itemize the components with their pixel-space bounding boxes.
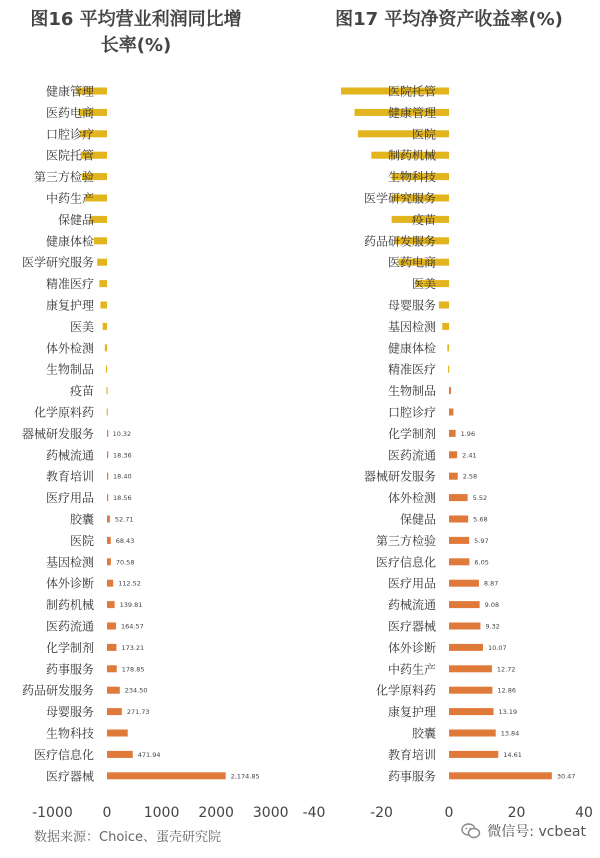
chart2-category-label-25: 医疗器械 <box>387 619 436 634</box>
chart1-bar-13 <box>106 366 107 373</box>
chart1-category-label-5: 中药生产 <box>45 191 94 206</box>
chart2-value-label-18: 2.58 <box>462 472 478 481</box>
chart2-value-label-22: 6.05 <box>474 558 489 567</box>
chart1-bar-22 <box>107 558 111 565</box>
chart1-category-label-30: 生物科技 <box>45 726 94 741</box>
chart1-value-label-18: 18.40 <box>113 472 132 481</box>
chart2-category-label-4: 生物科技 <box>387 170 436 185</box>
chart1-bar-19 <box>107 494 108 501</box>
chart1-bar-29 <box>107 708 122 715</box>
watermark <box>461 821 586 841</box>
chart2-bar-26 <box>449 644 483 651</box>
chart2-bar-24 <box>449 601 480 608</box>
chart1-value-label-25: 164.57 <box>120 622 144 631</box>
chart2-category-label-15: 口腔诊疗 <box>387 405 436 420</box>
chart1-category-label-29: 母婴服务 <box>45 705 94 720</box>
chart2-category-label-22: 医疗信息化 <box>375 555 436 570</box>
chart1-category-label-21: 医院 <box>69 533 94 548</box>
chart1-bar-10 <box>100 302 107 309</box>
chart1-bar-32 <box>107 772 226 779</box>
chart2-bar-19 <box>449 494 468 501</box>
chart1-category-label-26: 化学制剂 <box>45 640 94 655</box>
chart2-category-label-21: 第三方检验 <box>375 533 436 548</box>
chart2-bar-28 <box>449 687 492 694</box>
chart1-x-tick-2: 1000 <box>143 805 180 821</box>
chart2-bar-13 <box>448 366 449 373</box>
chart2-category-label-30: 胶囊 <box>411 726 436 741</box>
chart1-value-label-19: 18.56 <box>113 494 132 503</box>
chart2-category-label-26: 体外诊断 <box>387 640 436 655</box>
chart2-bar-20 <box>449 516 468 523</box>
chart1-value-label-24: 139.81 <box>119 601 143 610</box>
chart2-category-label-11: 基因检测 <box>387 319 436 334</box>
chart-roe <box>303 8 593 821</box>
chart1-value-label-22: 70.58 <box>115 558 135 567</box>
chart2-value-label-20: 5.68 <box>473 515 488 524</box>
chart2-category-label-14: 生物制品 <box>387 384 436 399</box>
chart1-category-label-4: 第三方检验 <box>33 170 94 185</box>
chart2-x-tick-0: -40 <box>302 805 326 821</box>
chart1-bar-17 <box>107 451 108 458</box>
chart1-category-label-22: 基因检测 <box>45 555 94 570</box>
chart2-bar-10 <box>439 302 449 309</box>
chart1-category-label-10: 康复护理 <box>45 298 94 313</box>
chart2-bar-25 <box>449 623 480 630</box>
chart2-bar-29 <box>449 708 494 715</box>
chart2-category-label-32: 药事服务 <box>387 769 436 784</box>
chart1-category-label-24: 制药机械 <box>45 598 94 613</box>
chart1-bar-9 <box>99 280 107 287</box>
chart1-title-line1: 图16 平均营业利润同比增 <box>30 9 242 30</box>
chart1-category-label-1: 医药电商 <box>45 105 94 120</box>
chart2-category-label-28: 化学原料药 <box>375 683 436 698</box>
chart1-value-label-20: 52.71 <box>114 515 134 524</box>
chart2-bar-12 <box>447 344 449 351</box>
chart2-value-label-28: 12.86 <box>497 686 517 695</box>
chart2-bar-32 <box>449 772 552 779</box>
chart1-bar-27 <box>107 665 117 672</box>
chart2-category-label-24: 药械流通 <box>387 598 436 613</box>
chart2-bar-23 <box>449 580 479 587</box>
chart2-value-label-16: 1.96 <box>460 429 476 438</box>
chart1-category-label-12: 体外检测 <box>45 341 94 356</box>
chart1-x-tick-0: -1000 <box>32 805 73 821</box>
chart2-category-label-17: 医药流通 <box>387 448 436 463</box>
chart1-bar-20 <box>107 516 110 523</box>
chart1-x-tick-3: 2000 <box>198 805 234 821</box>
chart1-bar-8 <box>97 259 107 266</box>
chart1-x-tick-1: 0 <box>102 805 112 821</box>
chart2-category-label-31: 教育培训 <box>387 747 436 762</box>
chart1-category-label-15: 化学原料药 <box>33 405 94 420</box>
chart2-category-label-29: 康复护理 <box>387 705 436 720</box>
chart1-bar-16 <box>107 430 108 437</box>
chart1-bar-7 <box>94 237 107 244</box>
chart1-category-label-6: 保健品 <box>57 212 94 227</box>
chart1-bar-11 <box>103 323 107 330</box>
chart2-category-label-3: 制药机械 <box>387 148 436 163</box>
chart2-bar-16 <box>449 430 456 437</box>
chart1-category-label-19: 医疗用品 <box>45 491 94 506</box>
chart1-bar-25 <box>107 623 116 630</box>
chart2-x-tick-1: -20 <box>370 805 393 821</box>
chart2-value-label-32: 30.47 <box>556 772 576 781</box>
chart1-bar-26 <box>107 644 116 651</box>
chart2-value-label-26: 10.07 <box>487 643 507 652</box>
chart1-category-label-13: 生物制品 <box>45 362 94 377</box>
chart1-category-label-31: 医疗信息化 <box>33 747 94 762</box>
chart1-category-label-14: 疫苗 <box>69 384 94 399</box>
chart1-category-label-18: 教育培训 <box>45 469 94 484</box>
chart1-value-label-26: 173.21 <box>121 643 145 652</box>
chart2-category-label-19: 体外检测 <box>387 491 436 506</box>
chart2-bar-14 <box>449 387 451 394</box>
chart2-value-label-19: 5.52 <box>472 494 488 503</box>
wechat-icon <box>461 823 481 839</box>
chart1-category-label-3: 医院托管 <box>45 148 94 163</box>
chart2-category-label-10: 母婴服务 <box>387 298 436 313</box>
chart1-value-label-27: 178.85 <box>121 665 145 674</box>
chart1-value-label-16: 10.32 <box>112 429 132 438</box>
chart2-bar-18 <box>449 473 458 480</box>
chart1-x-tick-4: 3000 <box>252 805 289 821</box>
chart1-bar-31 <box>107 751 133 758</box>
chart2-category-label-13: 精准医疗 <box>387 362 436 377</box>
chart2-bar-31 <box>449 751 498 758</box>
chart2-category-label-1: 健康管理 <box>387 105 436 120</box>
chart2-category-label-12: 健康体检 <box>387 341 436 356</box>
chart2-category-label-2: 医院 <box>411 127 436 142</box>
chart1-category-label-0: 健康管理 <box>45 84 94 99</box>
chart1-category-label-11: 医美 <box>69 319 94 334</box>
chart1-category-label-7: 健康体检 <box>45 234 94 249</box>
chart2-value-label-25: 9.32 <box>485 622 500 631</box>
chart2-bar-21 <box>449 537 469 544</box>
chart1-category-label-8: 医学研究服务 <box>21 255 94 270</box>
chart2-category-label-5: 医学研究服务 <box>363 191 436 206</box>
chart2-category-label-18: 器械研发服务 <box>363 469 436 484</box>
chart2-value-label-27: 12.72 <box>496 665 516 674</box>
chart1-value-label-29: 271.73 <box>126 708 150 717</box>
chart2-category-label-27: 中药生产 <box>387 662 436 677</box>
chart1-value-label-32: 2,174.85 <box>230 772 260 781</box>
chart2-category-label-23: 医疗用品 <box>387 576 436 591</box>
chart1-value-label-23: 112.52 <box>118 579 141 588</box>
chart2-bar-11 <box>442 323 449 330</box>
chart1-category-label-25: 医药流通 <box>45 619 94 634</box>
chart1-bar-14 <box>106 387 107 394</box>
chart2-category-label-8: 医药电商 <box>387 255 436 270</box>
chart1-category-label-17: 药械流通 <box>45 448 94 463</box>
chart2-title: 图17 平均净资产收益率(%) <box>335 9 563 30</box>
chart2-bar-17 <box>449 451 457 458</box>
chart-operating-profit-growth <box>22 8 289 821</box>
chart2-bar-27 <box>449 665 492 672</box>
chart2-bar-15 <box>449 409 453 416</box>
chart2-value-label-23: 8.87 <box>483 579 499 588</box>
chart1-value-label-31: 471.94 <box>137 750 161 759</box>
chart1-bar-30 <box>107 730 128 737</box>
chart2-category-label-0: 医院托管 <box>387 84 436 99</box>
chart2-value-label-24: 9.08 <box>484 601 500 610</box>
chart1-category-label-27: 药事服务 <box>45 662 94 677</box>
chart2-category-label-6: 疫苗 <box>411 212 436 227</box>
chart1-bar-24 <box>107 601 115 608</box>
chart1-bar-12 <box>105 344 107 351</box>
chart2-value-label-31: 14.61 <box>503 750 522 759</box>
chart1-category-label-28: 药品研发服务 <box>21 683 94 698</box>
chart1-bar-28 <box>107 687 120 694</box>
chart2-value-label-17: 2.41 <box>462 451 477 460</box>
chart2-value-label-29: 13.19 <box>498 708 518 717</box>
chart1-bar-15 <box>107 409 108 416</box>
source-note: 数据来源：Choice、蛋壳研究院 <box>34 830 222 845</box>
chart2-category-label-16: 化学制剂 <box>387 426 436 441</box>
chart1-value-label-17: 18.36 <box>113 451 132 460</box>
chart1-title-line2: 长率(%) <box>100 35 172 56</box>
chart1-category-label-9: 精准医疗 <box>45 277 94 292</box>
chart1-bar-18 <box>107 473 108 480</box>
chart1-category-label-2: 口腔诊疗 <box>45 127 94 142</box>
chart1-category-label-32: 医疗器械 <box>45 769 94 784</box>
chart2-bar-22 <box>449 558 469 565</box>
chart2-category-label-9: 医美 <box>411 277 436 292</box>
chart1-category-label-16: 器械研发服务 <box>21 426 94 441</box>
chart2-value-label-30: 13.84 <box>500 729 520 738</box>
chart2-x-tick-4: 40 <box>575 805 593 821</box>
chart1-bar-21 <box>107 537 111 544</box>
chart2-x-tick-3: 20 <box>507 805 526 821</box>
chart2-category-label-7: 药品研发服务 <box>363 234 436 249</box>
chart1-value-label-21: 68.43 <box>115 536 135 545</box>
chart2-category-label-20: 保健品 <box>399 512 436 527</box>
chart1-category-label-23: 体外诊断 <box>45 576 94 591</box>
chart2-value-label-21: 5.97 <box>474 536 489 545</box>
chart2-bar-30 <box>449 730 496 737</box>
chart1-value-label-28: 234.50 <box>124 686 148 695</box>
chart2-x-tick-2: 0 <box>444 805 454 821</box>
chart1-category-label-20: 胶囊 <box>69 512 94 527</box>
watermark-text: 微信号: vcbeat <box>487 824 586 840</box>
chart1-bar-23 <box>107 580 113 587</box>
